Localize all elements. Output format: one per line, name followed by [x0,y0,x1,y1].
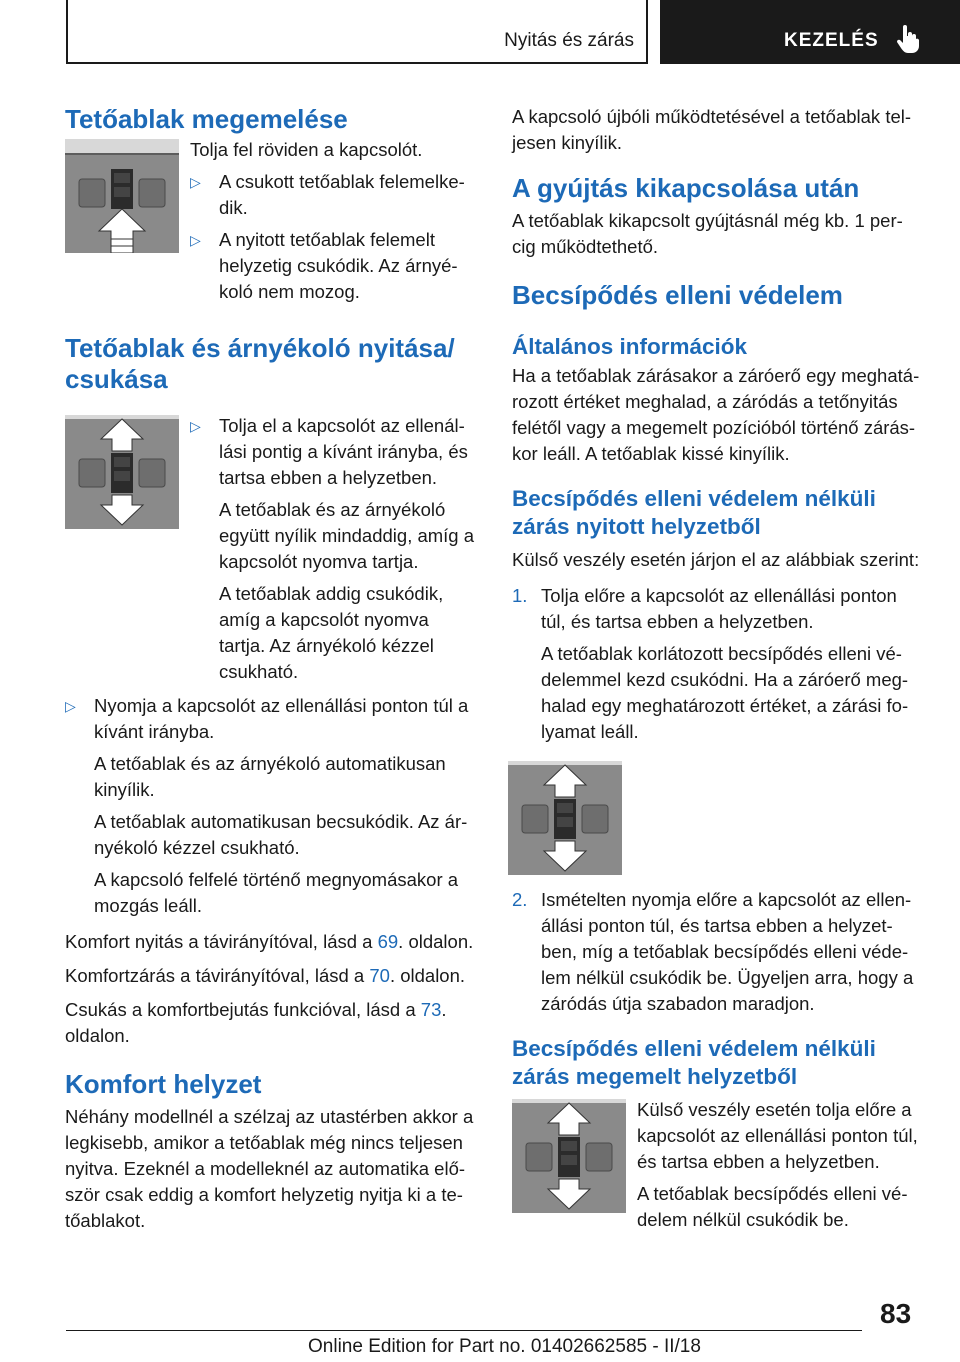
footer-divider [66,1330,862,1331]
page-number: 83 [880,1298,912,1329]
left-column [65,100,477,1234]
heading-without-raised: Becsípődés elleni védelem nélküli zárás megemelt helyzetből [512,1036,876,1089]
open-bullet-2-p3: A tetőablak automatikusan becsukódik. Az ár-nyékoló kézzel csukható. [94,811,468,858]
ref-remote-open: Komfort nyitás a távirányítóval, lásd a 69. oldalon. [65,931,474,952]
triangle-right-icon: ▷ [190,232,201,248]
open-bullet-2-p4: A kapcsoló felfelé történő megnyomásakor a mozgás leáll. [94,869,459,916]
heading-ignition: A gyújtás kikapcsolása után [512,173,860,203]
heading-general: Általános információk [512,334,748,359]
ref-comfort-access: Csukás a komfortbejutás funkcióval, lásd a 73. oldalon. [65,999,447,1046]
step-1: Tolja előre a kapcsolót az ellenállási ponton túl, és tartsa ebben a helyzetben. [541,585,897,632]
header-chapter-title: KEZELÉS [784,30,879,51]
triangle-right-icon: ▷ [190,174,201,190]
switch-close-raised-illustration [512,1099,626,1213]
page-link-70[interactable]: 70 [369,965,390,986]
page-link-69[interactable]: 69 [377,931,399,952]
raised-text: Külső veszély esetén tolja előre a kapcsolót az ellenállási ponton túl, és tartsa ebben a helyzetben. [637,1099,918,1172]
heading-comfort: Komfort helyzet [65,1069,262,1099]
open-bullet-1: Tolja el a kapcsolót az ellenál-lási pontig a kívánt irányba, és tartsa ebben a helyzetben. [219,415,468,488]
open-bullet-2-p2: A tetőablak és az árnyékoló automatikusan kinyílik. [94,753,446,800]
switch-raise-illustration [65,139,179,253]
open-bullet-2: Nyomja a kapcsolót az ellenállási ponton túl a kívánt irányba. [94,695,469,742]
step-2: Ismételten nyomja előre a kapcsolót az ellen-állási ponton túl, és tartsa ebben a helyzet-ben, míg a tetőablak becsípődés elleni véde-lem nélkül csukódik be. Ügyeljen arra, hogy a záródás útja szabadon maradjon. [541,889,914,1014]
heading-pinch: Becsípődés elleni védelem [512,280,843,310]
continue-text: A kapcsoló újbóli működtetésével a tetőablak tel-jesen kinyílik. [512,106,912,153]
triangle-right-icon: ▷ [65,698,76,714]
comfort-text: Néhány modellnél a szélzaj az utastérben akkor a legkisebb, amikor a tetőablak még nincs teljesen nyitva. Ezeknél a modelleknél az automatika elő-ször csak eddig a komfort helyzetig nyitja ki a te-tőablakot. [65,1106,474,1231]
step-number: 1. [512,585,528,606]
switch-close-illustration [508,761,622,875]
header-section-title: Nyitás és zárás [504,30,634,51]
open-bullet-1-p2: A tetőablak és az árnyékoló együtt nyílik mindaddig, amíg a kapcsolót nyomva tartja. [219,499,475,572]
triangle-right-icon: ▷ [190,418,201,434]
heading-open-close: Tetőablak és árnyékoló nyitása/ csukása [65,333,455,394]
footer-edition: Online Edition for Part no. 01402662585 - II/18 [308,1336,701,1357]
hand-pointer-icon [896,25,920,53]
right-column [512,100,926,1233]
open-bullet-1-p3: A tetőablak addig csukódik, amíg a kapcsolót nyomva tartja. Az árnyékoló kézzel csukható. [219,583,444,682]
ref-remote-close: Komfortzárás a távirányítóval, lásd a 70. oldalon. [65,965,466,986]
page-link-73[interactable]: 73 [420,999,442,1020]
raised-text-p2: A tetőablak becsípődés elleni vé-delem nélkül csukódik be. [637,1183,908,1230]
raise-intro: Tolja fel röviden a kapcsolót. [190,139,423,160]
ignition-text: A tetőablak kikapcsolt gyújtásnál még kb. 1 per-cig működtethető. [512,210,903,257]
without-open-intro: Külső veszély esetén járjon el az alábbiak szerint: [512,549,920,570]
general-text: Ha a tetőablak zárásakor a záróerő egy meghatá-rozott értéket meghalad, a záródás a tetőnyitás felétől vagy a megemelt pozícióból történő zárás-kor leáll. A tetőablak kissé kinyílik. [512,365,920,464]
raise-bullet-1: A csukott tetőablak felemelke-dik. [219,171,465,218]
switch-open-close-illustration [65,415,179,529]
header-section-box [66,0,648,64]
step-number: 2. [512,889,528,910]
heading-without-open: Becsípődés elleni védelem nélküli zárás nyitott helyzetből [512,486,876,539]
heading-raise: Tetőablak megemelése [65,104,348,134]
step-1-p2: A tetőablak korlátozott becsípődés elleni vé-delemmel kezd csukódni. Ha a záróerő meg-halad egy meghatározott értéket, a zárási fo-lyamat leáll. [541,643,909,742]
header-chapter-box [660,0,960,64]
raise-bullet-2: A nyitott tetőablak felemelt helyzetig csukódik. Az árnyé-koló nem mozog. [219,229,458,302]
